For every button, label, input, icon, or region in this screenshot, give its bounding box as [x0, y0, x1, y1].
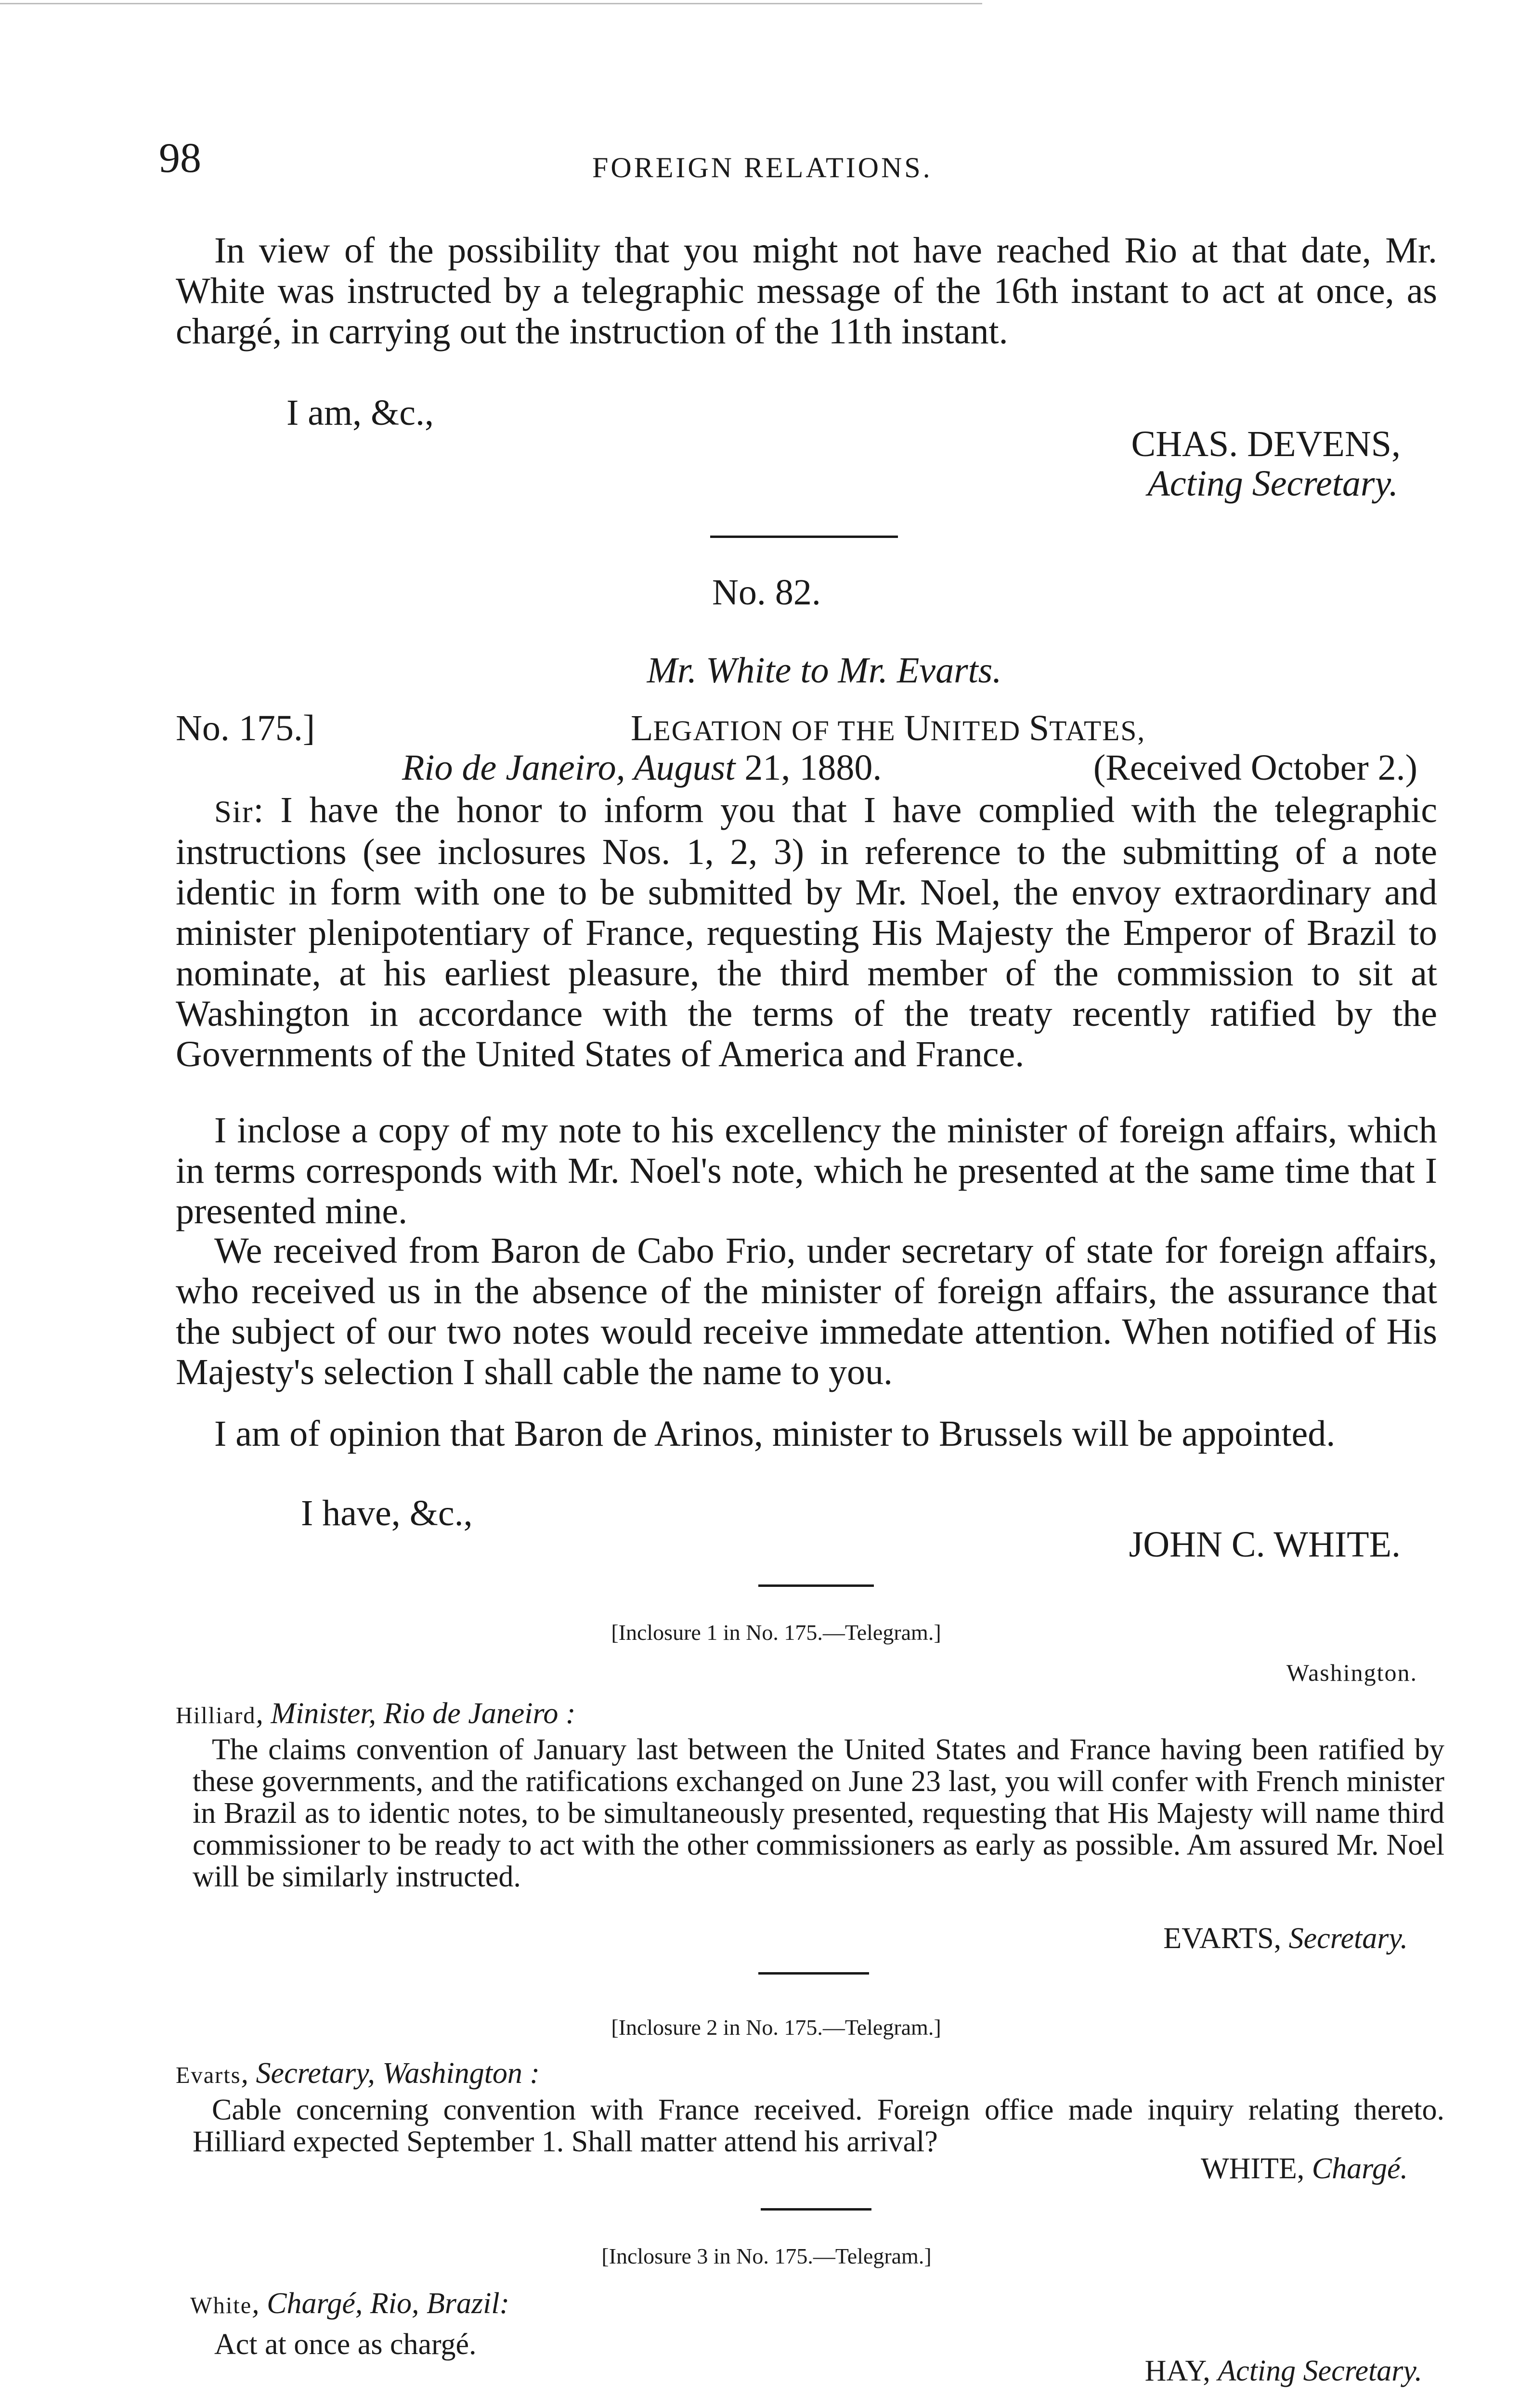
section-divider [761, 2208, 871, 2211]
inclosure-1-signature-name: EVARTS, [1163, 1922, 1282, 1955]
inclosure-1-text: The claims convention of January last between the United States and France having been ratified by these governments, and the ratifications exchanged on June 23 last, you will confer with French minister in Brazil as to identic notes, to be simultaneously presented, requesting that His Majesty will name third commissioner to be ready to act with the other commissioners as early as possible. Am assured Mr. Noel will be similarly instructed. [193, 1733, 1444, 1893]
legation-u: U [904, 708, 931, 748]
paragraph-1-text: : I have the honor to inform you that I have complied with the telegraphic instructions (see inclosures Nos. 1, 2, 3) in reference to the submitting of a note identic in form with one to be submitted by Mr. Noel, the envoy extraordinary and minister plenipotentiary of France, requesting His Majesty the Emperor of Brazil to nominate, at his earliest pleasure, the third member of the commission to sit at Washington in accordance with the terms of the treaty recently ratified by the Governments of the United States of America and France. [176, 790, 1437, 1074]
inclosure-2-addressee-rest: , Secretary, Washington : [241, 2057, 540, 2090]
received-date: (Received October 2.) [1093, 747, 1417, 788]
page-number: 98 [159, 135, 201, 182]
inclosure-2-heading: [Inclosure 2 in No. 175.—Telegram.] [611, 2015, 941, 2040]
section-divider [758, 1972, 869, 1975]
scan-edge-line [0, 3, 982, 4]
document-title: Mr. White to Mr. Evarts. [647, 650, 1002, 691]
letter-paragraph-2: I inclose a copy of my note to his excellency the minister of foreign affairs, which in terms corresponds with Mr. Noel's note, which he presented at the same time that I presented mine. [176, 1110, 1437, 1231]
running-head: FOREIGN RELATIONS. [592, 152, 933, 183]
legation-s: S [1029, 708, 1050, 748]
legation-nited: NITED [930, 715, 1029, 746]
inclosure-1-addressee-name: Hilliard [176, 1703, 256, 1728]
section-divider [710, 536, 898, 538]
legation-initial: L [631, 708, 653, 748]
inclosure-2-signature [1201, 2153, 1408, 2185]
inclosure-1-signature [1163, 1923, 1408, 1954]
inclosure-2-addressee [176, 2057, 540, 2092]
inclosure-3-heading: [Inclosure 3 in No. 175.—Telegram.] [601, 2244, 932, 2268]
inclosure-2-text: Cable concerning convention with France received. Foreign office made inquiry relating thereto. Hilliard expected September 1. Shall matter attend his arrival? [193, 2094, 1444, 2158]
inclosure-2-addressee-name: Evarts [176, 2063, 241, 2088]
inclosure-3-addressee [190, 2288, 509, 2322]
inclosure-1-addressee [176, 1698, 576, 1732]
dispatch-number: No. 175.] [176, 708, 315, 748]
inclosure-2-signature-name: WHITE, [1201, 2152, 1305, 2185]
inclosure-3-signature [1145, 2355, 1422, 2387]
inclosure-3-addressee-rest: , Chargé, Rio, Brazil: [252, 2287, 510, 2320]
inclosure-1-signature-title: Secretary. [1288, 1922, 1408, 1955]
dateline-place: Rio de Janeiro, August [402, 747, 736, 788]
legation-line [631, 708, 1145, 751]
inclosure-3-addressee-name: White [190, 2293, 252, 2318]
inclosure-1-addressee-rest: , Minister, Rio de Janeiro : [256, 1697, 576, 1730]
legation-text: EGATION OF THE [653, 715, 904, 746]
inclosure-1-place: Washington. [1286, 1659, 1417, 1686]
letter-closing: I have, &c., [301, 1493, 473, 1533]
letter-signature: JOHN C. WHITE. [1129, 1524, 1401, 1565]
letter-paragraph-3: We received from Baron de Cabo Frio, under secretary of state for foreign affairs, who received us in the absence of the minister of foreign affairs, the assurance that the subject of our two notes would receive immedate attention. When notified of His Majesty's selection I shall cable the name to you. [176, 1230, 1437, 1392]
continuation-signature-name: CHAS. DEVENS, [1131, 424, 1401, 464]
salutation: Sir [214, 794, 254, 829]
dateline [402, 747, 882, 788]
continuation-paragraph: In view of the possibility that you might not have reached Rio at that date, Mr. White was instructed by a telegraphic message of the 16th instant to act at once, as chargé, in carrying out the instruction of the 11th instant. [176, 230, 1437, 352]
dateline-date: 21, 1880. [735, 747, 882, 788]
inclosure-2-signature-title: Chargé. [1312, 2152, 1408, 2185]
inclosure-3-text: Act at once as chargé. [214, 2328, 477, 2361]
document-number: No. 82. [712, 572, 821, 613]
inclosure-3-signature-name: HAY, [1144, 2355, 1210, 2387]
letter-paragraph-4: I am of opinion that Baron de Arinos, minister to Brussels will be appointed. [214, 1413, 1336, 1454]
section-divider [758, 1584, 874, 1587]
inclosure-1-heading: [Inclosure 1 in No. 175.—Telegram.] [611, 1620, 941, 1645]
letter-paragraph-1 [176, 790, 1437, 1074]
legation-tates: TATES, [1049, 715, 1146, 746]
continuation-closing: I am, &c., [286, 393, 434, 433]
inclosure-3-signature-title: Acting Secretary. [1218, 2355, 1422, 2387]
continuation-signature-title: Acting Secretary. [1147, 463, 1398, 504]
